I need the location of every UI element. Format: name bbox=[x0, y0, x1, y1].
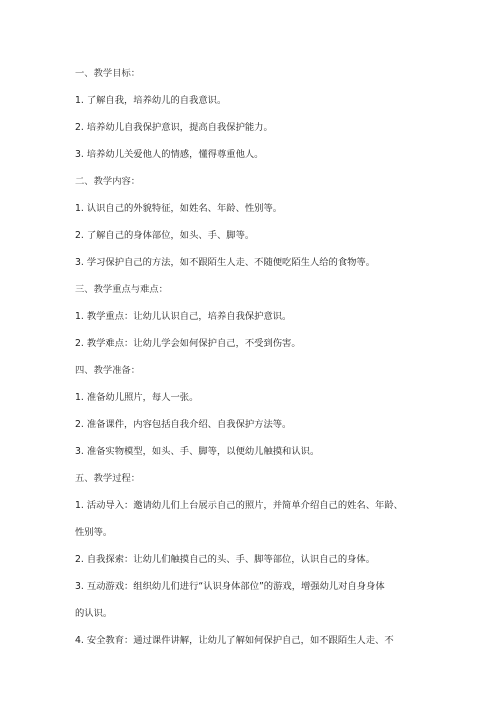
text-line: 1. 活动导入：邀请幼儿们上台展示自己的照片，并简单介绍自己的姓名、年龄、 bbox=[75, 500, 403, 511]
text-line: 2. 准备课件，内容包括自我介绍、自我保护方法等。 bbox=[75, 419, 292, 430]
text-line: 2. 教学难点：让幼儿学会如何保护自己，不受到伤害。 bbox=[75, 338, 301, 349]
text-line: 2. 培养幼儿自我保护意识，提高自我保护能力。 bbox=[75, 122, 273, 133]
text-line: 3. 培养幼儿关爱他人的情感，懂得尊重他人。 bbox=[75, 149, 264, 160]
text-line-continuation: 的认识。 bbox=[75, 608, 113, 619]
text-line: 3. 准备实物模型，如头、手、脚等，以便幼儿触摸和认识。 bbox=[75, 446, 320, 457]
text-line: 1. 认识自己的外貌特征，如姓名、年龄、性别等。 bbox=[75, 203, 283, 214]
text-line: 3. 互动游戏：组织幼儿们进行“认识身体部位”的游戏，增强幼儿对自身身体 bbox=[75, 581, 385, 592]
section-heading-process: 五、教学过程： bbox=[75, 473, 141, 484]
text-line: 1. 了解自我，培养幼儿的自我意识。 bbox=[75, 95, 227, 106]
section-heading-key-points: 三、教学重点与难点： bbox=[75, 284, 168, 295]
section-heading-content: 二、教学内容： bbox=[75, 176, 141, 187]
section-heading-preparation: 四、教学准备： bbox=[75, 365, 141, 376]
text-line: 2. 自我探索：让幼儿们触摸自己的头、手、脚等部位，认识自己的身体。 bbox=[75, 554, 376, 565]
text-line: 3. 学习保护自己的方法，如不跟陌生人走、不随便吃陌生人给的食物等。 bbox=[75, 257, 376, 268]
text-line: 1. 准备幼儿照片，每人一张。 bbox=[75, 392, 199, 403]
section-heading-objectives: 一、教学目标： bbox=[75, 68, 141, 79]
text-line: 4. 安全教育：通过课件讲解，让幼儿了解如何保护自己，如不跟陌生人走、不 bbox=[75, 635, 394, 646]
text-line-continuation: 性别等。 bbox=[75, 527, 113, 538]
text-line: 2. 了解自己的身体部位，如头、手、脚等。 bbox=[75, 230, 255, 241]
text-line: 1. 教学重点：让幼儿认识自己，培养自我保护意识。 bbox=[75, 311, 292, 322]
